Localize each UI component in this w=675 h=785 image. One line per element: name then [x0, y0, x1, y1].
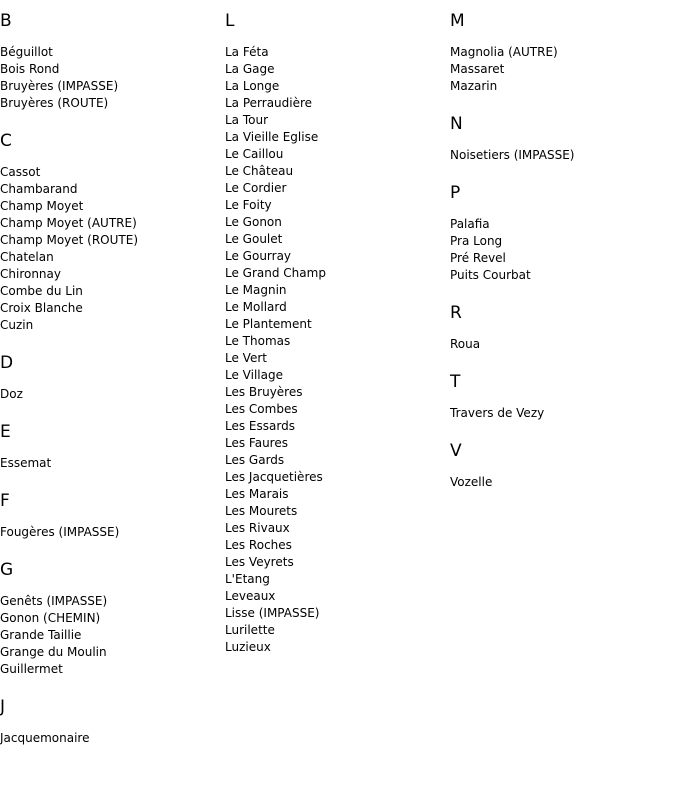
street-link[interactable]: Grange du Moulin [0, 645, 107, 659]
letter-group-t [450, 371, 670, 422]
street-link[interactable]: Le Plantement [225, 317, 312, 331]
street-link[interactable]: Bois Rond [0, 62, 60, 76]
letter-group-j [0, 696, 220, 747]
letter-heading: T [450, 372, 461, 392]
street-link[interactable]: La Vieille Eglise [225, 130, 319, 144]
street-link[interactable]: Lisse (IMPASSE) [225, 606, 320, 620]
street-link[interactable]: Le Château [225, 164, 294, 178]
street-link[interactable]: Fougères (IMPASSE) [0, 525, 120, 539]
street-link[interactable]: La Gage [225, 62, 275, 76]
street-link[interactable]: Béguillot [0, 45, 53, 59]
street-link[interactable]: Mazarin [450, 79, 498, 93]
column-1 [0, 10, 220, 765]
street-link[interactable]: Le Magnin [225, 283, 287, 297]
street-link[interactable]: Palafia [450, 217, 490, 231]
street-link[interactable]: Les Bruyères [225, 385, 303, 399]
street-link[interactable]: Le Grand Champ [225, 266, 326, 280]
column-3 [450, 10, 670, 509]
street-link[interactable]: Les Rivaux [225, 521, 290, 535]
street-link[interactable]: La Tour [225, 113, 269, 127]
letter-heading: E [0, 422, 11, 442]
street-link[interactable]: Lurilette [225, 623, 275, 637]
letter-group-v [450, 440, 670, 491]
street-link[interactable]: Le Cordier [225, 181, 287, 195]
letter-heading: P [450, 183, 461, 203]
letter-group-c [0, 130, 220, 334]
street-link[interactable]: Chironnay [0, 267, 61, 281]
letter-group-g [0, 559, 220, 678]
letter-group-n [450, 113, 670, 164]
street-link[interactable]: Champ Moyet (ROUTE) [0, 233, 138, 247]
street-link[interactable]: Grande Taillie [0, 628, 82, 642]
street-link[interactable]: Combe du Lin [0, 284, 83, 298]
street-link[interactable]: Le Foity [225, 198, 272, 212]
street-link[interactable]: Cuzin [0, 318, 34, 332]
street-link[interactable]: Les Combes [225, 402, 298, 416]
street-link[interactable]: Le Vert [225, 351, 267, 365]
street-link[interactable]: Les Faures [225, 436, 288, 450]
street-link[interactable]: Pra Long [450, 234, 503, 248]
street-link[interactable]: Bruyères (IMPASSE) [0, 79, 119, 93]
letter-group-f [0, 490, 220, 541]
street-link[interactable]: Les Essards [225, 419, 295, 433]
street-link[interactable]: La Féta [225, 45, 269, 59]
letter-group-b [0, 10, 220, 112]
street-link[interactable]: Puits Courbat [450, 268, 531, 282]
street-link[interactable]: Le Gourray [225, 249, 292, 263]
column-2 [225, 10, 445, 674]
street-link[interactable]: Le Thomas [225, 334, 291, 348]
letter-heading: V [450, 441, 462, 461]
street-link[interactable]: Bruyères (ROUTE) [0, 96, 109, 110]
street-link[interactable]: Les Veyrets [225, 555, 294, 569]
street-link[interactable]: Luzieux [225, 640, 271, 654]
street-link[interactable]: Roua [450, 337, 481, 351]
letter-heading: M [450, 11, 465, 31]
letter-group-p [450, 182, 670, 284]
street-link[interactable]: Les Marais [225, 487, 289, 501]
street-link[interactable]: Guillermet [0, 662, 63, 676]
letter-group-m [450, 10, 670, 95]
street-link[interactable]: Les Jacquetières [225, 470, 323, 484]
street-link[interactable]: Le Village [225, 368, 283, 382]
street-link[interactable]: Le Mollard [225, 300, 287, 314]
street-link[interactable]: Les Roches [225, 538, 292, 552]
street-link[interactable]: L'Etang [225, 572, 270, 586]
street-link[interactable]: Genêts (IMPASSE) [0, 594, 108, 608]
letter-heading: F [0, 491, 10, 511]
street-link[interactable]: Le Caillou [225, 147, 284, 161]
letter-group-l [225, 10, 445, 656]
letter-group-r [450, 302, 670, 353]
street-link[interactable]: Champ Moyet (AUTRE) [0, 216, 137, 230]
letter-heading: L [225, 11, 235, 31]
street-link[interactable]: Magnolia (AUTRE) [450, 45, 558, 59]
street-link[interactable]: Jacquemonaire [0, 731, 90, 745]
street-link[interactable]: Massaret [450, 62, 505, 76]
letter-heading: R [450, 303, 462, 323]
street-link[interactable]: Le Gonon [225, 215, 282, 229]
letter-heading: N [450, 114, 463, 134]
street-link[interactable]: La Longe [225, 79, 280, 93]
letter-group-e [0, 421, 220, 472]
street-link[interactable]: Doz [0, 387, 23, 401]
letter-heading: C [0, 131, 12, 151]
street-link[interactable]: Pré Revel [450, 251, 506, 265]
street-link[interactable]: Leveaux [225, 589, 276, 603]
street-link[interactable]: Le Goulet [225, 232, 283, 246]
street-link[interactable]: Vozelle [450, 475, 493, 489]
letter-heading: J [0, 697, 6, 717]
street-link[interactable]: Travers de Vezy [450, 406, 545, 420]
street-link[interactable]: Cassot [0, 165, 41, 179]
letter-heading: G [0, 560, 14, 580]
street-link[interactable]: Essemat [0, 456, 52, 470]
street-link[interactable]: Croix Blanche [0, 301, 83, 315]
street-link[interactable]: Les Gards [225, 453, 285, 467]
street-link[interactable]: Les Mourets [225, 504, 298, 518]
letter-heading: B [0, 11, 12, 31]
street-link[interactable]: Gonon (CHEMIN) [0, 611, 101, 625]
letter-group-d [0, 352, 220, 403]
street-link[interactable]: Champ Moyet [0, 199, 84, 213]
street-link[interactable]: Chatelan [0, 250, 54, 264]
street-link[interactable]: Noisetiers (IMPASSE) [450, 148, 575, 162]
letter-heading: D [0, 353, 14, 373]
street-link[interactable]: La Perraudière [225, 96, 313, 110]
street-link[interactable]: Chambarand [0, 182, 78, 196]
